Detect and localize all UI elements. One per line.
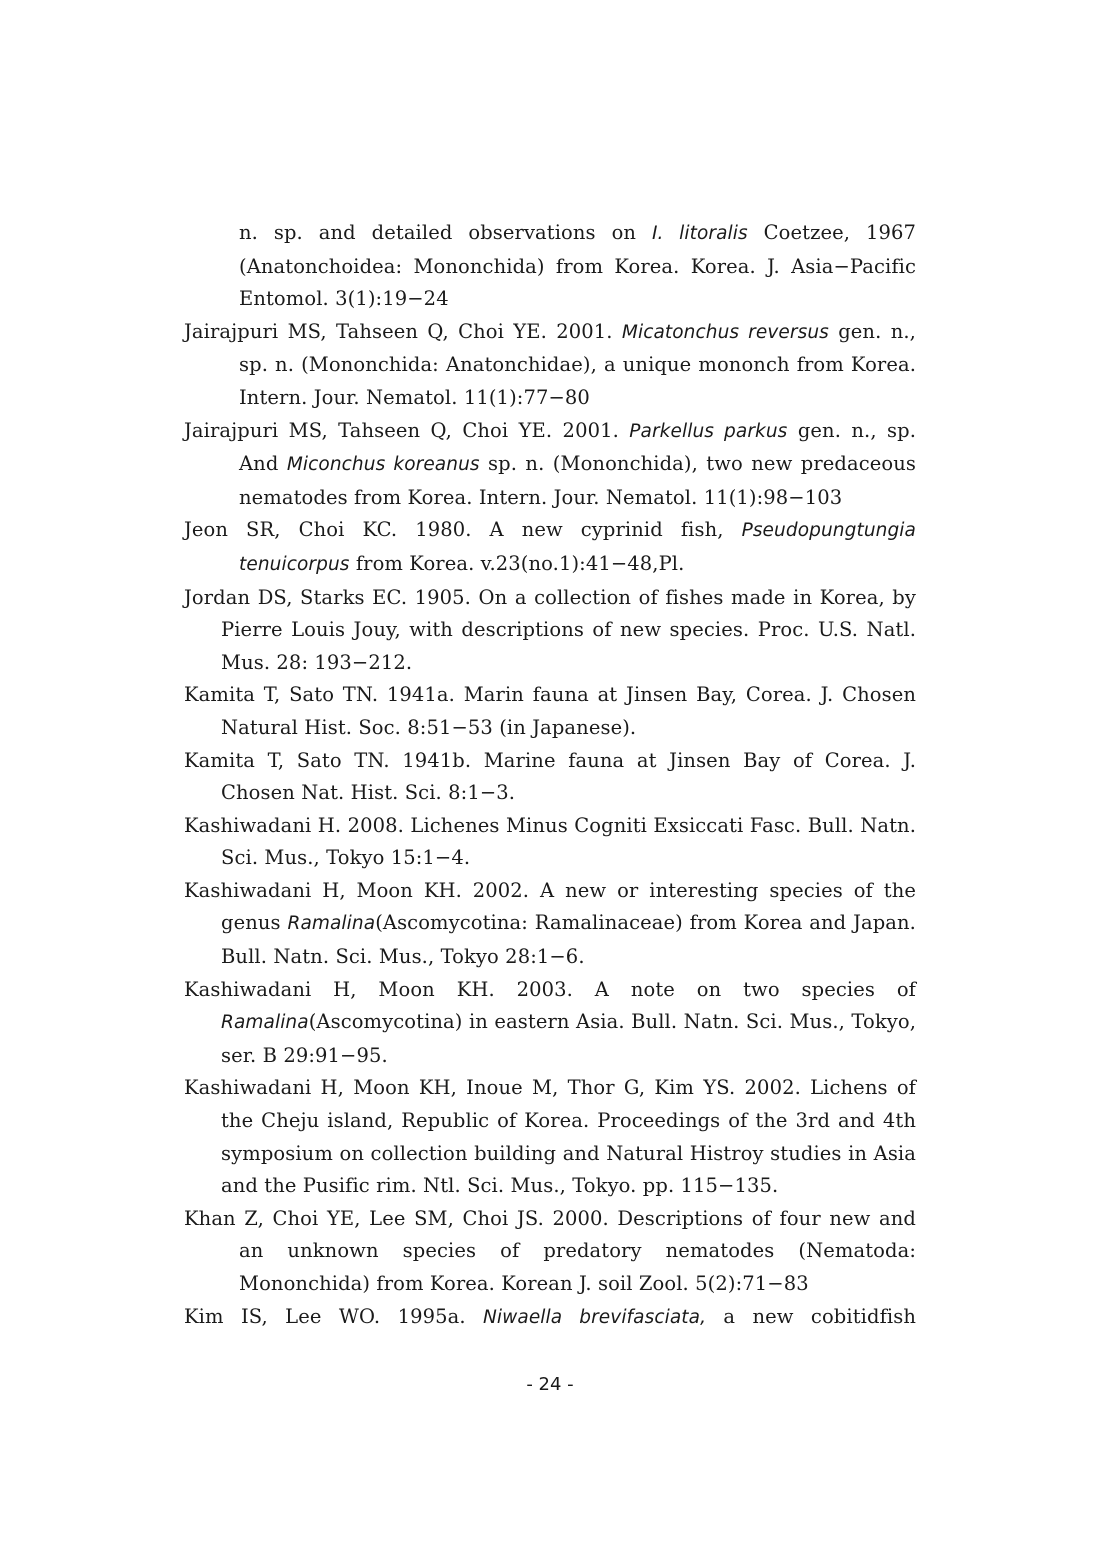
reference-entry (184, 875, 916, 974)
reference-text: (Ascomycotina: Ramalinaceae) from Korea and Japan. Bull. Natn. Sci. Mus., Tokyo 28:1−6. (221, 911, 916, 969)
reference-text: Jairajpuri MS, Tahseen Q, Choi YE. 2001. (184, 418, 630, 442)
reference-entry (184, 316, 916, 415)
reference-italic-text: Parkellus parkus (629, 420, 788, 442)
reference-entry (184, 810, 916, 875)
reference-italic-text: Miconchus koreanus (286, 454, 480, 476)
reference-entry (184, 974, 916, 1073)
reference-italic-text: I. litoralis (652, 223, 748, 244)
reference-entry (184, 582, 916, 680)
reference-text: Kim IS, Lee WO. 1995a. (184, 1304, 483, 1328)
reference-italic-text: Pseudopungtungia tenuicorpus (239, 520, 916, 575)
reference-text: Kashiwadani H, Moon KH. 2002. A new or interesting species of the genus (184, 878, 916, 935)
reference-italic-text: Ramalina (221, 1012, 309, 1034)
reference-italic-text: Ramalina (287, 913, 376, 935)
reference-entry (184, 1301, 916, 1335)
reference-text: (Ascomycotina) in eastern Asia. Bull. Natn. Sci. Mus., Tokyo, ser. B 29:91−95. (221, 1010, 916, 1067)
reference-text: from Korea. v.23(no.1):41−48,Pl. (349, 551, 685, 575)
reference-italic-text: Niwaella brevifasciata, (482, 1306, 707, 1328)
reference-entry (184, 745, 916, 810)
reference-text: Kamita T, Sato TN. 1941a. Marin fauna at Jinsen Bay, Corea. J. Chosen Natural Hist. Soc. 8:51−53 (in Japanese). (184, 683, 916, 739)
reference-text: Kamita T, Sato TN. 1941b. Marine fauna at Jinsen Bay of Corea. J. Chosen Nat. Hist. Sci. 8:1−3. (184, 748, 916, 805)
reference-text: gen. n., sp. n. (Mononchida: Anatonchidae), a unique mononch from Korea. Intern. Jour. Nematol. 11(1):77−80 (239, 319, 916, 409)
reference-text: gen. n., sp. And (239, 418, 916, 476)
reference-text: Coetzee, 1967 (Anatonchoidea: Mononchida) from Korea. Korea. J. Asia−Pacific Entomol. 3(1):19−24 (239, 221, 916, 311)
reference-entry (184, 514, 916, 581)
reference-entry (184, 217, 916, 316)
reference-text: sp. n. (Mononchida), two new predaceous nematodes from Korea. Intern. Jour. Nematol. 11(1):98−103 (239, 452, 916, 509)
reference-text: Khan Z, Choi YE, Lee SM, Choi JS. 2000. Descriptions of four new and an unknown species of predatory nematodes (Nematoda: Mononchida) from Korea. Korean J. soil Zool. 5(2):71−83 (184, 1206, 916, 1295)
reference-entry (184, 1072, 916, 1202)
reference-text: a new cobitidfish (706, 1304, 916, 1328)
reference-list (184, 217, 916, 1334)
reference-text: Kashiwadani H, Moon KH, Inoue M, Thor G, Kim YS. 2002. Lichens of the Cheju island, Republic of Korea. Proceedings of the 3rd and 4th symposium on collection building and Natural Histroy studies in Asia and the Pusific rim. Ntl. Sci. Mus., Tokyo. pp. 115−135. (184, 1076, 916, 1198)
reference-entry (184, 415, 916, 515)
reference-text: n. sp. and detailed observations on (239, 221, 652, 244)
reference-text: Kashiwadani H. 2008. Lichenes Minus Cogniti Exsiccati Fasc. Bull. Natn. Sci. Mus., Tokyo 15:1−4. (184, 813, 916, 870)
reference-italic-text: Micatonchus reversus (621, 321, 829, 343)
reference-entry (184, 679, 916, 744)
reference-entry (184, 1203, 916, 1301)
reference-text: Jairajpuri MS, Tahseen Q, Choi YE. 2001. (184, 319, 622, 343)
page-number: - 24 - (526, 1374, 574, 1395)
reference-text: Jordan DS, Starks EC. 1905. On a collection of fishes made in Korea, by Pierre Louis Jouy, with descriptions of new species. Proc. U.S. Natl. Mus. 28: 193−212. (184, 585, 916, 674)
reference-text: Jeon SR, Choi KC. 1980. A new cyprinid fish, (184, 518, 742, 542)
reference-text: Kashiwadani H, Moon KH. 2003. A note on two species of (184, 977, 916, 1001)
